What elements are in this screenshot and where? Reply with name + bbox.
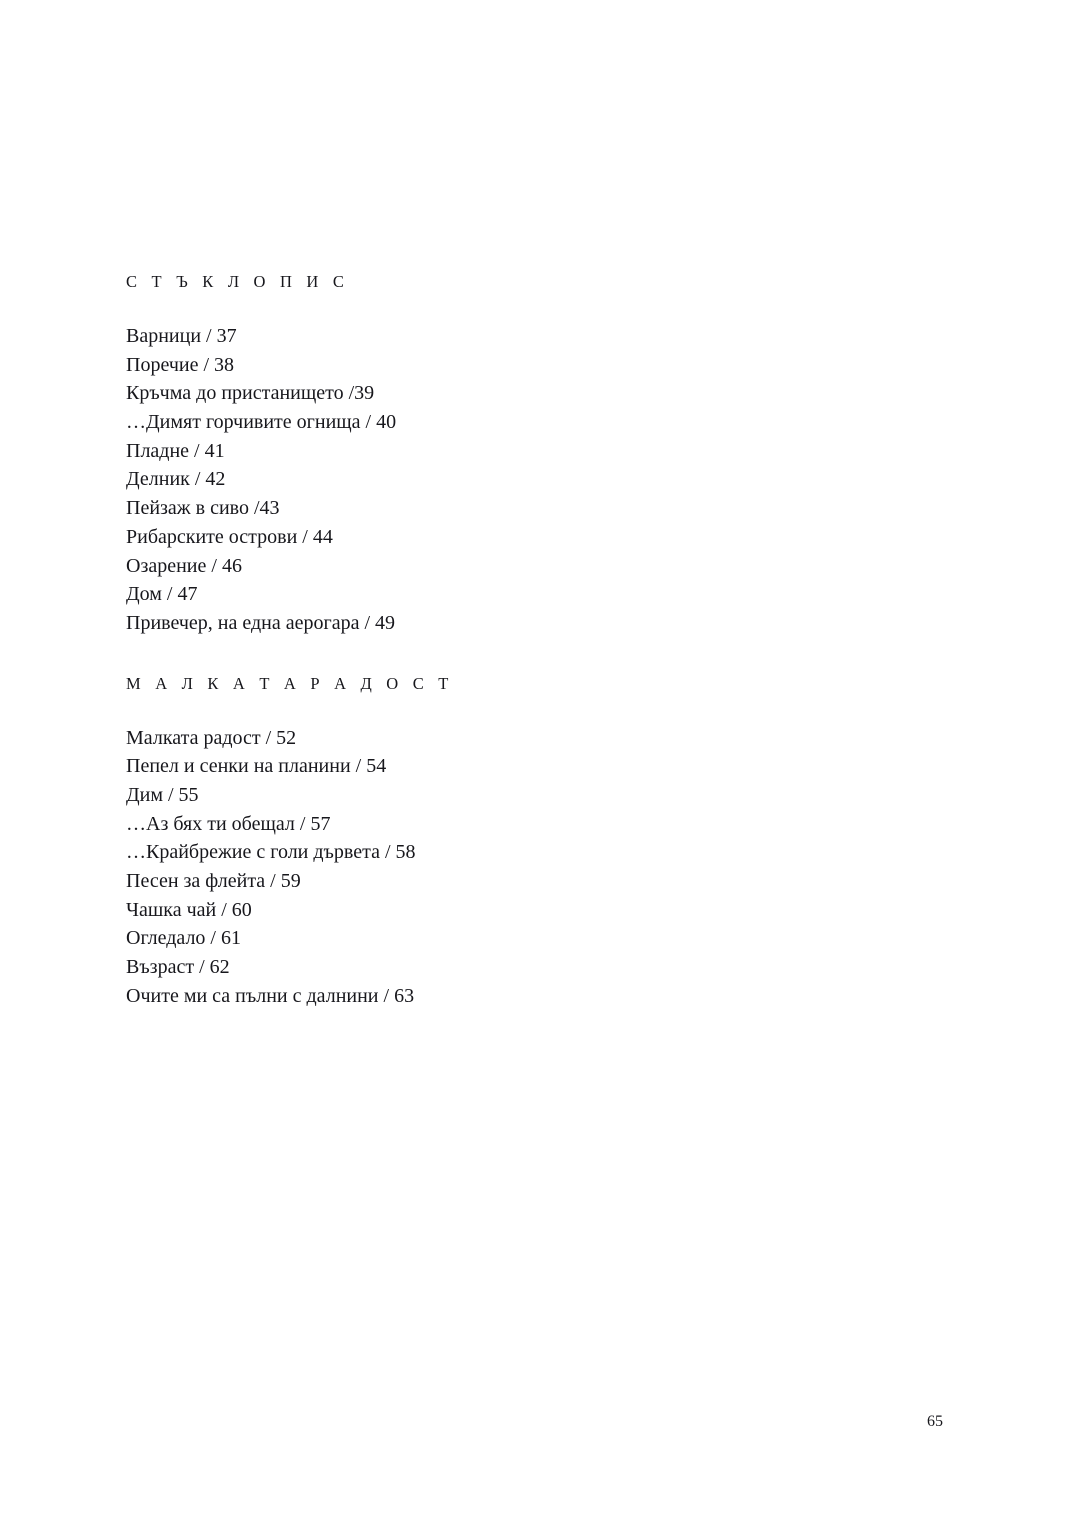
list-item: …Крайбрежие с голи дървета / 58 [126,841,416,864]
list-item: Песен за флейта / 59 [126,870,301,892]
toc-entry-list [126,724,946,1011]
list-item: Огледало / 61 [126,927,241,950]
list-item: Чашка чай / 60 [126,898,252,921]
section-heading: С Т Ъ К Л О П И С [126,272,350,291]
list-item: Пладне / 41 [126,439,225,462]
list-item: Пейзаж в сиво /43 [126,497,280,520]
list-item: Дом / 47 [126,583,198,606]
list-item: Дим / 55 [126,783,199,806]
section-heading: М А Л К А Т А Р А Д О С Т [126,673,454,693]
list-item: …Аз бях ти обещал / 57 [126,812,331,835]
list-item: Поречие / 38 [126,353,235,376]
list-item: Кръчма до пристанището /39 [126,382,375,405]
list-item: …Димят горчивите огнища / 40 [126,411,397,434]
list-item: Рибарските острови / 44 [126,525,333,548]
toc-section-malkata-radost [126,674,946,1011]
page-number: 65 [927,1413,943,1430]
toc-section-stuklopis [126,272,946,638]
list-item: Пепел и сенки на планини / 54 [126,755,387,778]
list-item: Озарение / 46 [126,554,242,577]
list-item: Привечер, на една аерогара / 49 [126,611,396,634]
table-of-contents [126,272,946,1010]
list-item: Очите ми са пълни с далнини / 63 [126,984,415,1007]
list-item: Делник / 42 [126,468,226,491]
toc-entry-list [126,322,946,638]
list-item: Варници / 37 [126,325,237,347]
list-item: Възраст / 62 [126,956,230,979]
list-item: Малката радост / 52 [126,726,297,749]
